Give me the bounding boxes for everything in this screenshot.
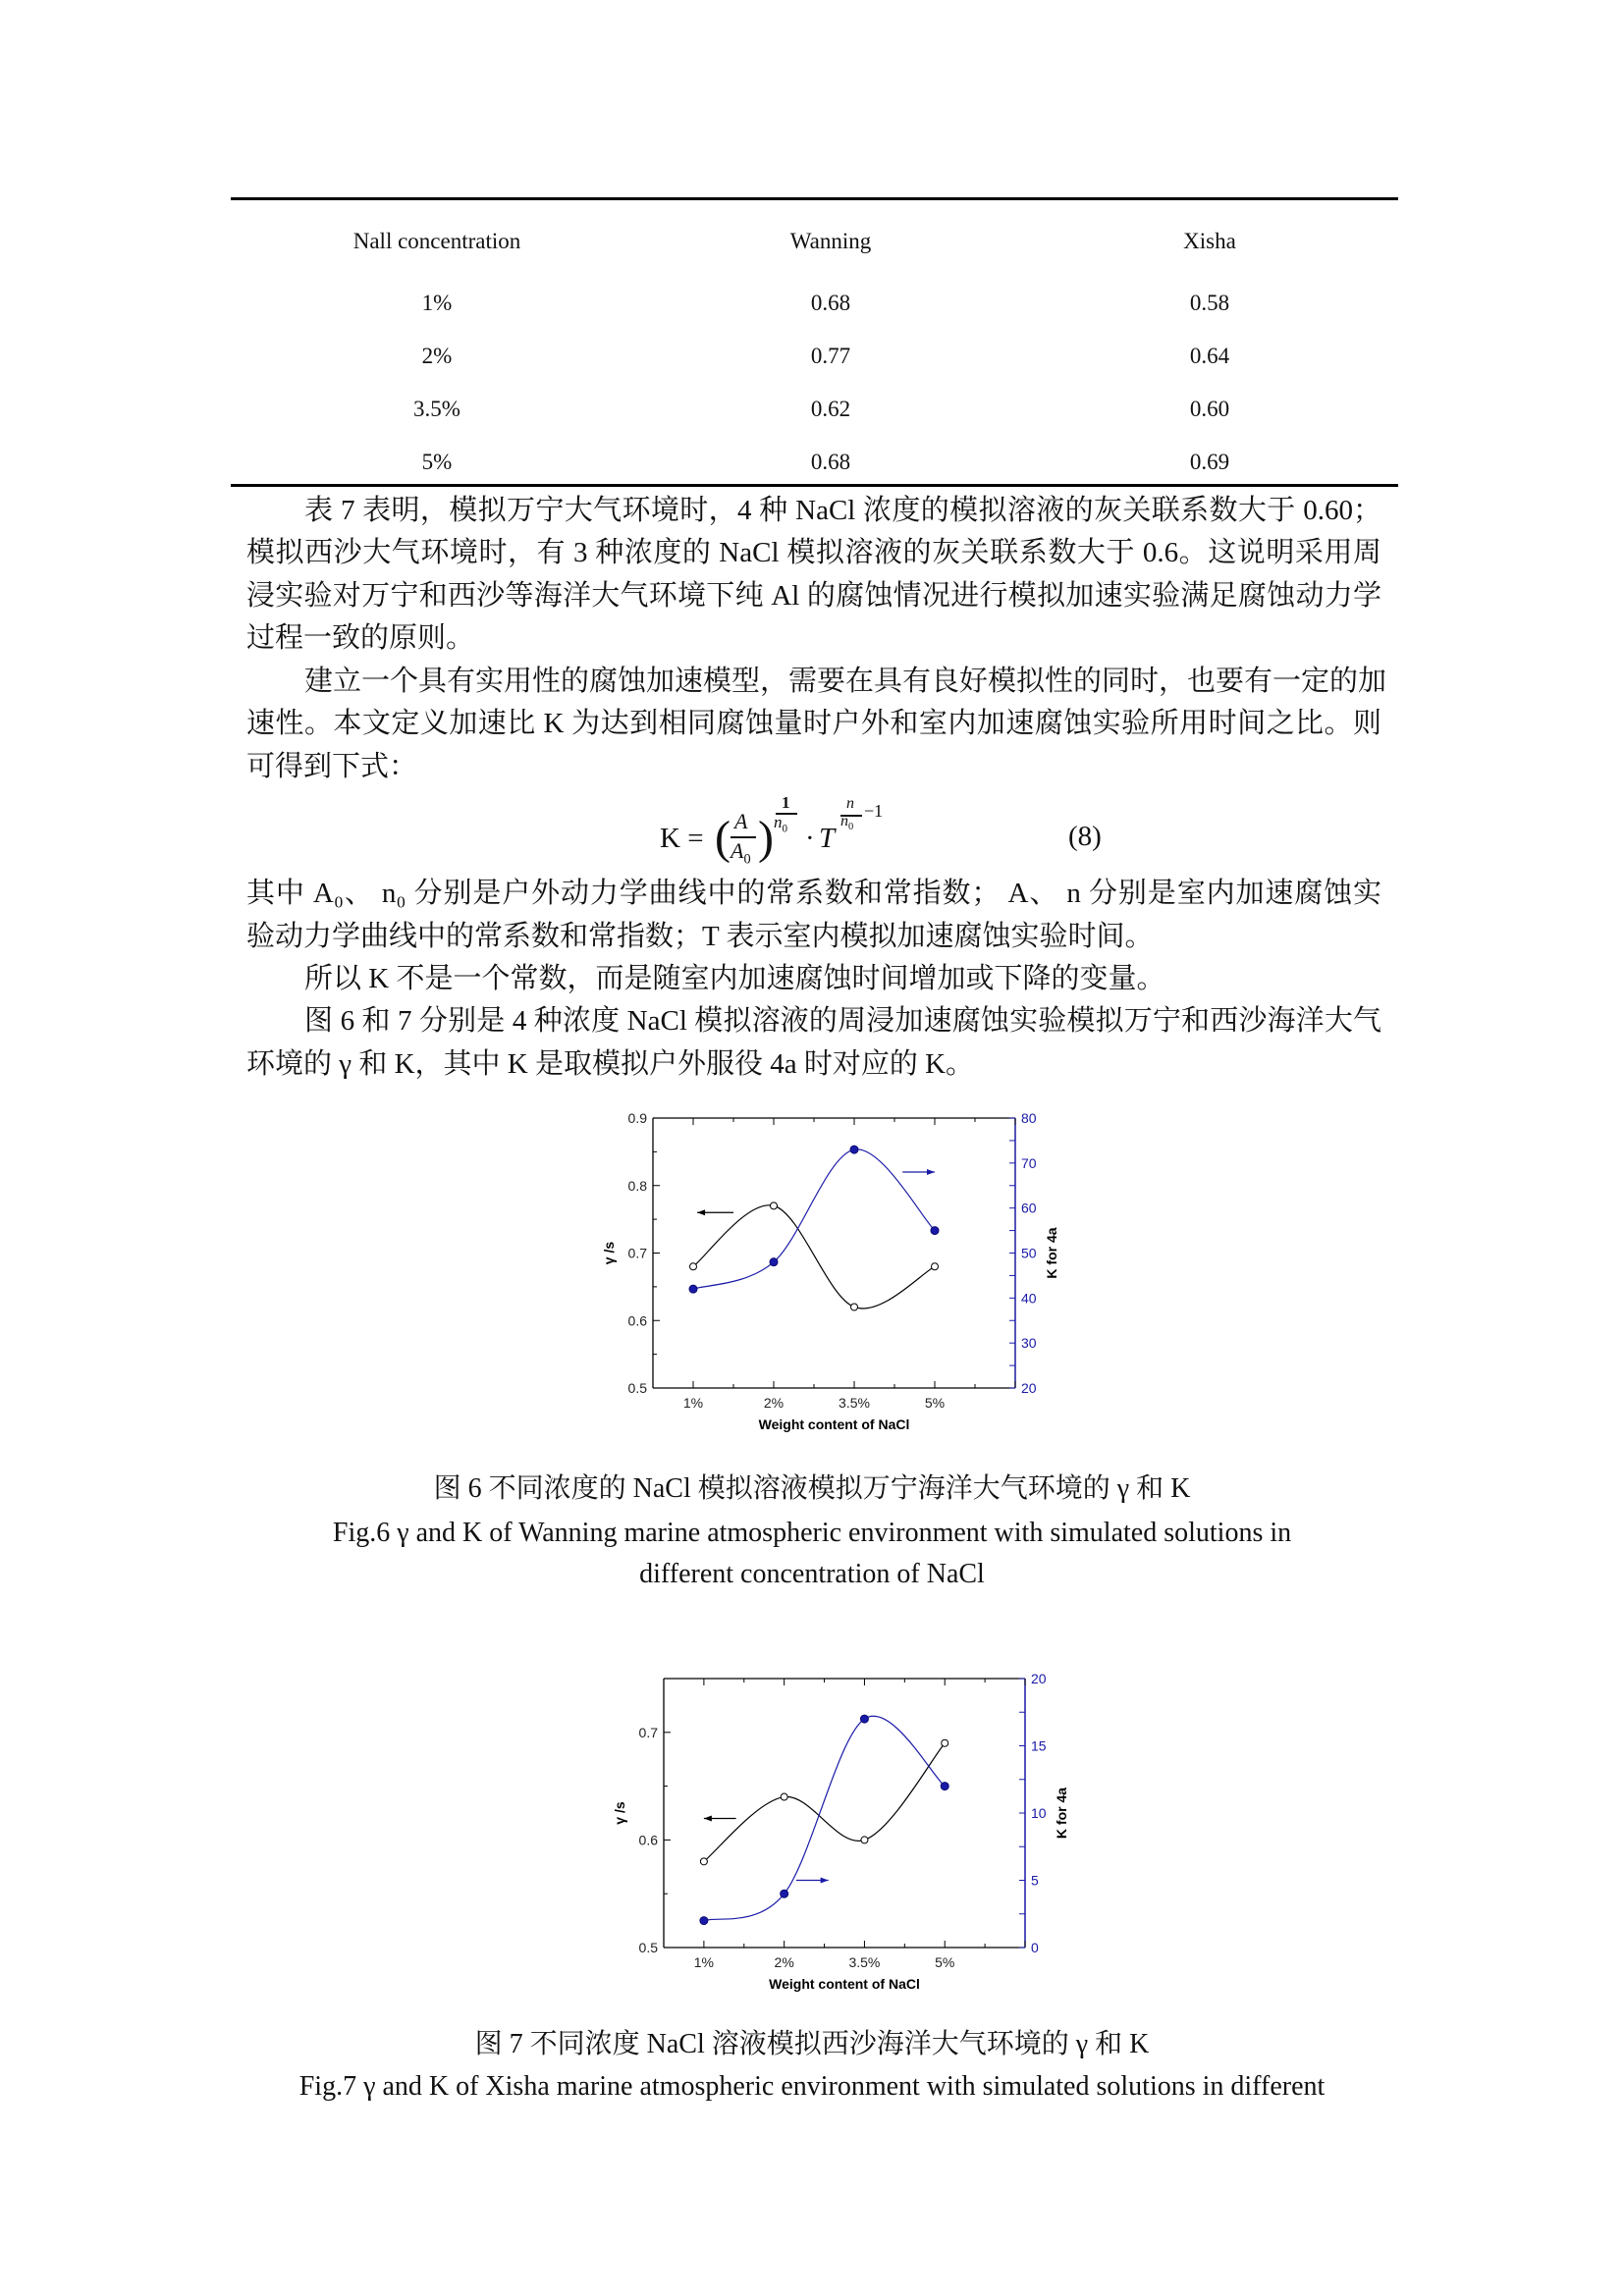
series-line-gamma <box>704 1743 945 1862</box>
x-axis-label: Weight content of NaCl <box>758 1416 910 1432</box>
x-axis-label: Weight content of NaCl <box>769 1976 920 1992</box>
denominator-sub: 0 <box>743 851 751 868</box>
series-line-gamma <box>693 1205 935 1308</box>
y-tick-label-right: 60 <box>1021 1200 1037 1216</box>
figure-6-caption-en: Fig.6 γ and K of Wanning marine atmospheric environment with simulated solutions in <box>332 1518 1292 1548</box>
data-point-k <box>941 1783 948 1790</box>
table-cell-concentration: 2% <box>421 344 453 368</box>
figure-6-caption-cn: 图 6 不同浓度的 NaCl 模拟溶液模拟万宁海洋大气环境的 γ 和 K <box>433 1473 1191 1504</box>
paragraph-line: 验动力学曲线中的常系数和常指数；T 表示室内模拟加速腐蚀实验时间。 <box>246 921 1154 952</box>
T-exp-n: n <box>846 795 854 812</box>
y-tick-label-right: 20 <box>1021 1380 1037 1396</box>
equation-number: (8) <box>1068 821 1102 852</box>
y-tick-label-right: 5 <box>1031 1872 1039 1889</box>
chart-0 <box>601 1110 1059 1432</box>
chart-1 <box>612 1671 1069 1992</box>
data-point-gamma <box>851 1304 858 1310</box>
data-point-k <box>781 1890 788 1897</box>
left-paren: ( <box>715 812 731 864</box>
arrowhead-icon <box>704 1815 712 1821</box>
figure-7-caption-cn: 图 7 不同浓度 NaCl 溶液模拟西沙海洋大气环境的 γ 和 K <box>474 2029 1150 2059</box>
table-cell-xisha: 0.60 <box>1189 397 1230 421</box>
x-tick-label: 1% <box>693 1954 715 1970</box>
y-tick-label-right: 20 <box>1031 1671 1047 1686</box>
y-axis-label-left: γ /s <box>612 1801 627 1825</box>
y-tick-label-left: 0.7 <box>627 1245 647 1261</box>
paragraph-line: 所以 K 不是一个常数，而是随室内加速腐蚀时间增加或下降的变量。 <box>304 963 1165 994</box>
exp-one: 1 <box>782 793 790 812</box>
table-cell-wanning: 0.77 <box>810 344 851 368</box>
paragraph-line: 其中 A₀、 n₀ 分别是户外动力学曲线中的常系数和常指数； A、 n 分别是室内加速腐蚀实 <box>246 878 1381 909</box>
y-tick-label-right: 70 <box>1021 1154 1037 1171</box>
data-point-gamma <box>861 1837 868 1843</box>
table-cell-xisha: 0.64 <box>1189 344 1230 368</box>
arrowhead-icon <box>927 1169 935 1175</box>
paragraph-line: 环境的 γ 和 K，其中 K 是取模拟户外服役 4a 时对应的 K。 <box>246 1048 975 1080</box>
y-tick-label-right: 15 <box>1031 1737 1047 1754</box>
table-cell-wanning: 0.68 <box>810 450 851 474</box>
y-tick-label-left: 0.5 <box>627 1380 647 1396</box>
fraction-numerator: A <box>734 809 748 833</box>
T-exp-n0-sub: 0 <box>848 822 854 833</box>
table-cell-concentration: 3.5% <box>413 397 460 421</box>
dot: · <box>805 823 815 854</box>
x-tick-label: 3.5% <box>848 1954 881 1970</box>
T-base: T <box>819 823 836 854</box>
y-tick-label-right: 50 <box>1021 1245 1037 1261</box>
paragraph-line: 过程一致的原则。 <box>246 622 475 654</box>
equation-lhs: K = <box>660 823 704 854</box>
right-paren: ) <box>758 812 774 864</box>
y-axis-label-right: K for 4a <box>1044 1227 1059 1279</box>
data-point-gamma <box>700 1858 707 1865</box>
y-tick-label-right: 80 <box>1021 1110 1037 1126</box>
exp-n: n <box>774 813 783 831</box>
y-tick-label-right: 0 <box>1031 1940 1039 1955</box>
table-header-concentration: Nall concentration <box>352 229 521 253</box>
y-tick-label-right: 40 <box>1021 1290 1037 1307</box>
paragraph-line: 图 6 和 7 分别是 4 种浓度 NaCl 模拟溶液的周浸加速腐蚀实验模拟万宁和西沙海洋大气 <box>304 1005 1381 1037</box>
figure-7-caption-en: Fig.7 γ and K of Xisha marine atmospheric environment with simulated solutions in different <box>298 2071 1326 2102</box>
paragraph-line: 可得到下式： <box>246 751 418 782</box>
exp-sub: 0 <box>782 823 788 835</box>
arrowhead-icon <box>697 1209 705 1215</box>
paragraph-line: 浸实验对万宁和西沙等海洋大气环境下纯 Al 的腐蚀情况进行模拟加速实验满足腐蚀动力学 <box>246 580 1381 612</box>
table-cell-xisha: 0.58 <box>1189 291 1230 315</box>
data-point-k <box>700 1917 708 1925</box>
y-tick-label-right: 30 <box>1021 1335 1037 1352</box>
table-cell-xisha: 0.69 <box>1189 450 1230 474</box>
data-point-k <box>770 1258 778 1266</box>
y-tick-label-left: 0.5 <box>638 1940 658 1955</box>
data-point-k <box>860 1715 868 1723</box>
x-tick-label: 3.5% <box>839 1395 870 1411</box>
table-cell-wanning: 0.62 <box>810 397 851 421</box>
paragraph-line: 表 7 表明，模拟万宁大气环境时，4 种 NaCl 浓度的模拟溶液的灰关联系数大于 0.60； <box>304 495 1381 526</box>
x-tick-label: 2% <box>774 1954 794 1970</box>
table-cell-wanning: 0.68 <box>810 291 851 315</box>
y-axis-label-left: γ /s <box>601 1241 617 1265</box>
data-point-k <box>931 1227 939 1235</box>
x-tick-label: 5% <box>935 1954 955 1970</box>
T-exp-n0-base: n <box>840 813 848 829</box>
x-tick-label: 1% <box>682 1395 704 1411</box>
data-point-k <box>850 1146 858 1153</box>
data-point-k <box>689 1285 697 1293</box>
table-header-xisha: Xisha <box>1183 229 1236 253</box>
series-line-k <box>704 1716 945 1920</box>
figure-6-caption-en-2: different concentration of NaCl <box>639 1559 985 1589</box>
y-axis-label-right: K for 4a <box>1054 1787 1069 1840</box>
y-tick-label-left: 0.6 <box>638 1832 658 1848</box>
table-cell-concentration: 1% <box>421 291 453 315</box>
paragraph-line: 建立一个具有实用性的腐蚀加速模型，需要在具有良好模拟性的同时，也要有一定的加 <box>304 666 1387 697</box>
series-line-k <box>693 1149 935 1289</box>
data-point-gamma <box>932 1263 939 1270</box>
table-cell-concentration: 5% <box>421 450 453 474</box>
data-point-gamma <box>771 1202 778 1209</box>
data-point-gamma <box>942 1739 948 1746</box>
table-header-wanning: Wanning <box>789 229 872 253</box>
y-tick-label-left: 0.6 <box>627 1312 647 1329</box>
y-tick-label-left: 0.7 <box>638 1724 658 1740</box>
x-tick-label: 5% <box>924 1395 946 1411</box>
arrowhead-icon <box>821 1878 829 1884</box>
y-tick-label-left: 0.8 <box>627 1177 647 1194</box>
paragraph-line: 模拟西沙大气环境时，有 3 种浓度的 NaCl 模拟溶液的灰关联系数大于 0.6。这说明采用周 <box>246 537 1381 568</box>
paragraph-line: 速性。本文定义加速比 K 为达到相同腐蚀量时户外和室内加速腐蚀实验所用时间之比。则 <box>246 708 1381 739</box>
y-tick-label-left: 0.9 <box>627 1110 647 1126</box>
x-tick-label: 2% <box>763 1395 785 1411</box>
data-point-gamma <box>781 1793 787 1800</box>
denominator-A: A <box>731 838 744 863</box>
data-point-gamma <box>690 1263 697 1270</box>
y-tick-label-right: 10 <box>1031 1805 1047 1821</box>
T-exp-minus1: −1 <box>864 801 884 821</box>
